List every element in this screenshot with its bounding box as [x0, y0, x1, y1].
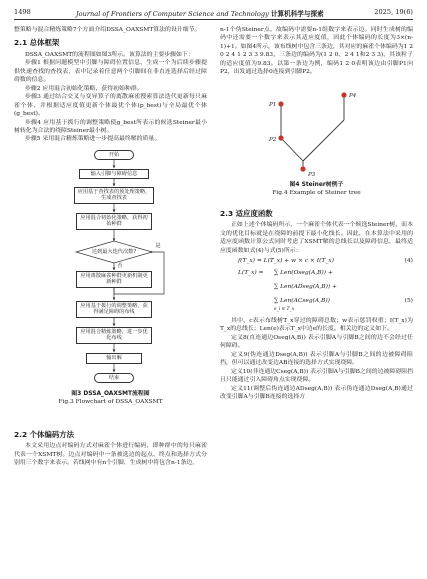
equation-5-subscript: e_i ∈ T_x: [274, 306, 295, 312]
equation-5-term-2: ∑ Len(ADseg(A,B)) +: [274, 283, 337, 290]
tree-edge-p3-p4: [303, 120, 344, 161]
definition-10: 定义10(非连通边Cseg(A,B)) 表示引脚A与引脚B之间的边被障碍阻挡且只能通过引入障碍角点实现绕障。: [220, 368, 413, 384]
flow-init: 应用混合初始化策略，获得初始种群: [76, 213, 152, 230]
flow-start: 开始: [94, 150, 134, 160]
fitness-paragraph: 正如上述个体编码所示，一个麻雀个体代表一个候选Steiner树，而本文的优化目标就是在绕障的前提下最小化线长。因此，在本算法中采用的适应度函数计算公式同时考虑了XSMT解的总线长以及障碍信息，最终适应度函数如式(4)与式(5)所示：: [220, 222, 413, 254]
encoding-continued: n-1个伪Steiner点，故编码中需要n-1组数字来表示边。同时生成树的编码中还需要一个数字来表示其适应度值，因此个体编码的长度为3×(n-1)+1。如图4所示，该布线树中包含三条边，其对应的麻雀个体编码为1 2 0 2 4 1 2 3 3 9.83，三条边的编码为(1 2 0、2 4 1和2 3 3)，其该粒子的适应度值为9.83。以第一条边为例，编码1 2 0表明该边由引脚P1向P2，出发通过选择0连接到引脚P2。: [220, 27, 413, 76]
page-number: 1498: [14, 8, 31, 16]
flow-end: 结束: [94, 373, 134, 383]
step-3: 步骤3 通过结合交叉与变异算子的离散麻雀搜索算法迭代更新每只麻雀个体，并根据适应度值更新个体最优个体(p_best)与全局最优个体(g_best)。: [14, 94, 207, 118]
label-p1: P1: [269, 101, 277, 108]
framework-paragraph: DSSA_OAXSMT的流程图如图3所示。该算法的主要步骤如下：: [25, 51, 194, 58]
figure-4-caption-en: Fig.4 Example of Steiner tree: [272, 189, 361, 196]
equation-5-lhs: L(T_x) =: [238, 269, 264, 276]
figure-4-steiner-tree: [220, 81, 413, 205]
equation-5-term-1: ∑ Len(Oseg(A,B)) +: [274, 269, 333, 276]
tree-edge-p1-p3: [281, 138, 303, 161]
equation-5-term-3: ∑ Len(ACseg(A,B)): [274, 297, 330, 304]
encoding-paragraph: 本文采用边点对编码方式对麻雀个体进行编码，即种群中的每只麻雀代表一个XSMT树。边点对编码中一条被选边的起点、终点和选择方式分别用三个数字来表示。若线网中有n个引脚，生成树中将包含n-1条边，: [14, 443, 207, 467]
journal-title-cn: 计算机科学与探索: [270, 10, 324, 18]
section-2-2-heading: 2.2 个体编码方法: [14, 429, 75, 439]
pin-p2: [278, 135, 283, 140]
right-column: [220, 26, 413, 402]
label-p3: P3: [308, 171, 316, 178]
journal-title: Journal of Frontiers of Computer Science and Technology 计算机科学与探索: [76, 10, 324, 18]
flow-update: 应用离散麻雀种群更新机制更新种群: [76, 271, 152, 288]
definition-11: 定义11(调整后伪连通边ADseg(A,B)) 表示伪连通边Dseg(A,B)通过改变引脚A与引脚B连接的选择方: [220, 385, 413, 401]
flow-no-label: 否: [117, 263, 123, 270]
figure-3-flowchart: [14, 150, 207, 426]
issue-info: 2025, 19(6): [374, 8, 413, 16]
page-header: [14, 7, 413, 20]
section-2-1-heading: 2.1 总体框架: [14, 38, 60, 48]
flow-condition: 达到最大迭代次数?: [91, 248, 137, 255]
pin-p4: [341, 92, 346, 97]
definition-9: 定义9(伪连通边Dseg(A,B)) 表示引脚A与引脚B之间的边被障碍阻挡，但可以通过改变边AB连接的选择方式实现绕障。: [220, 351, 413, 367]
step-4: 步骤4 应用基于拨行的调整策略使g_best所表示的候选Steiner最小树转化为合法的绕障Steiner最小树。: [14, 119, 207, 134]
pin-p3: [300, 166, 305, 171]
figure-4-caption: 图4 Steiner树例子: [289, 181, 344, 188]
step-1: 步骤1 根据问题模型中引脚与障碍位置信息，生成一个为后续步骤提供快速查找的查找表，表中记录着任意两个引脚间在非直连选择后经过障碍数的信息。: [14, 60, 207, 84]
step-5: 步骤5 采用混合精炼策略进一步提高最终解的质量。: [25, 136, 161, 143]
flow-adjust: 应用基于拨行的调整策略，获得满足障碍的布线: [76, 301, 152, 318]
section-2-3-heading: 2.3 适应度函数: [220, 208, 273, 218]
label-p2: P2: [269, 136, 277, 143]
figure-3-caption-en: Fig.3 Flowchart of DSSA_OAXSMT: [58, 398, 163, 405]
equation-5-number: (5): [404, 297, 413, 304]
figure-3-caption: 图3 DSSA_OAXSMT流程图: [71, 390, 150, 397]
variables-paragraph: 其中，c表示布线树T_x穿过的障碍总数；w表示惩罚权重；I(T_x)为T_x的总线长；Len(e)表示T_x中边e的长度。相关边的定义如下。: [220, 317, 413, 333]
flow-refine: 应用混合精炼策略，进一步优化布线: [76, 327, 152, 344]
definition-8: 定义8(直连通边Oseg(A,B)) 表示引脚A与引脚B之间的边不会经过任何障碍。: [220, 334, 413, 350]
steiner-tree-diagram: [220, 81, 413, 181]
equation-block: [220, 255, 413, 317]
flow-yes-label: 是: [155, 243, 161, 250]
flow-output: 输出解: [86, 353, 142, 364]
flow-input: 输入引脚与障碍信息: [79, 169, 149, 179]
intro-paragraph: 整策略与混合精炼策略7个方面介绍DSSA_OAXSMT算法的设计细节。: [14, 27, 201, 33]
equation-4-number: (4): [404, 257, 413, 264]
step-2: 步骤2 应用混合初始化策略，获得初始种群。: [25, 85, 143, 92]
flow-lookup-table: 应用基于查找表的预处理策略，生成查找表: [74, 187, 154, 204]
pin-p1: [278, 101, 283, 106]
left-column: [14, 26, 207, 468]
equation-4: f(T_x) = L(T_x) + w × c × I(T_x): [238, 257, 334, 264]
label-p4: P4: [349, 92, 357, 99]
